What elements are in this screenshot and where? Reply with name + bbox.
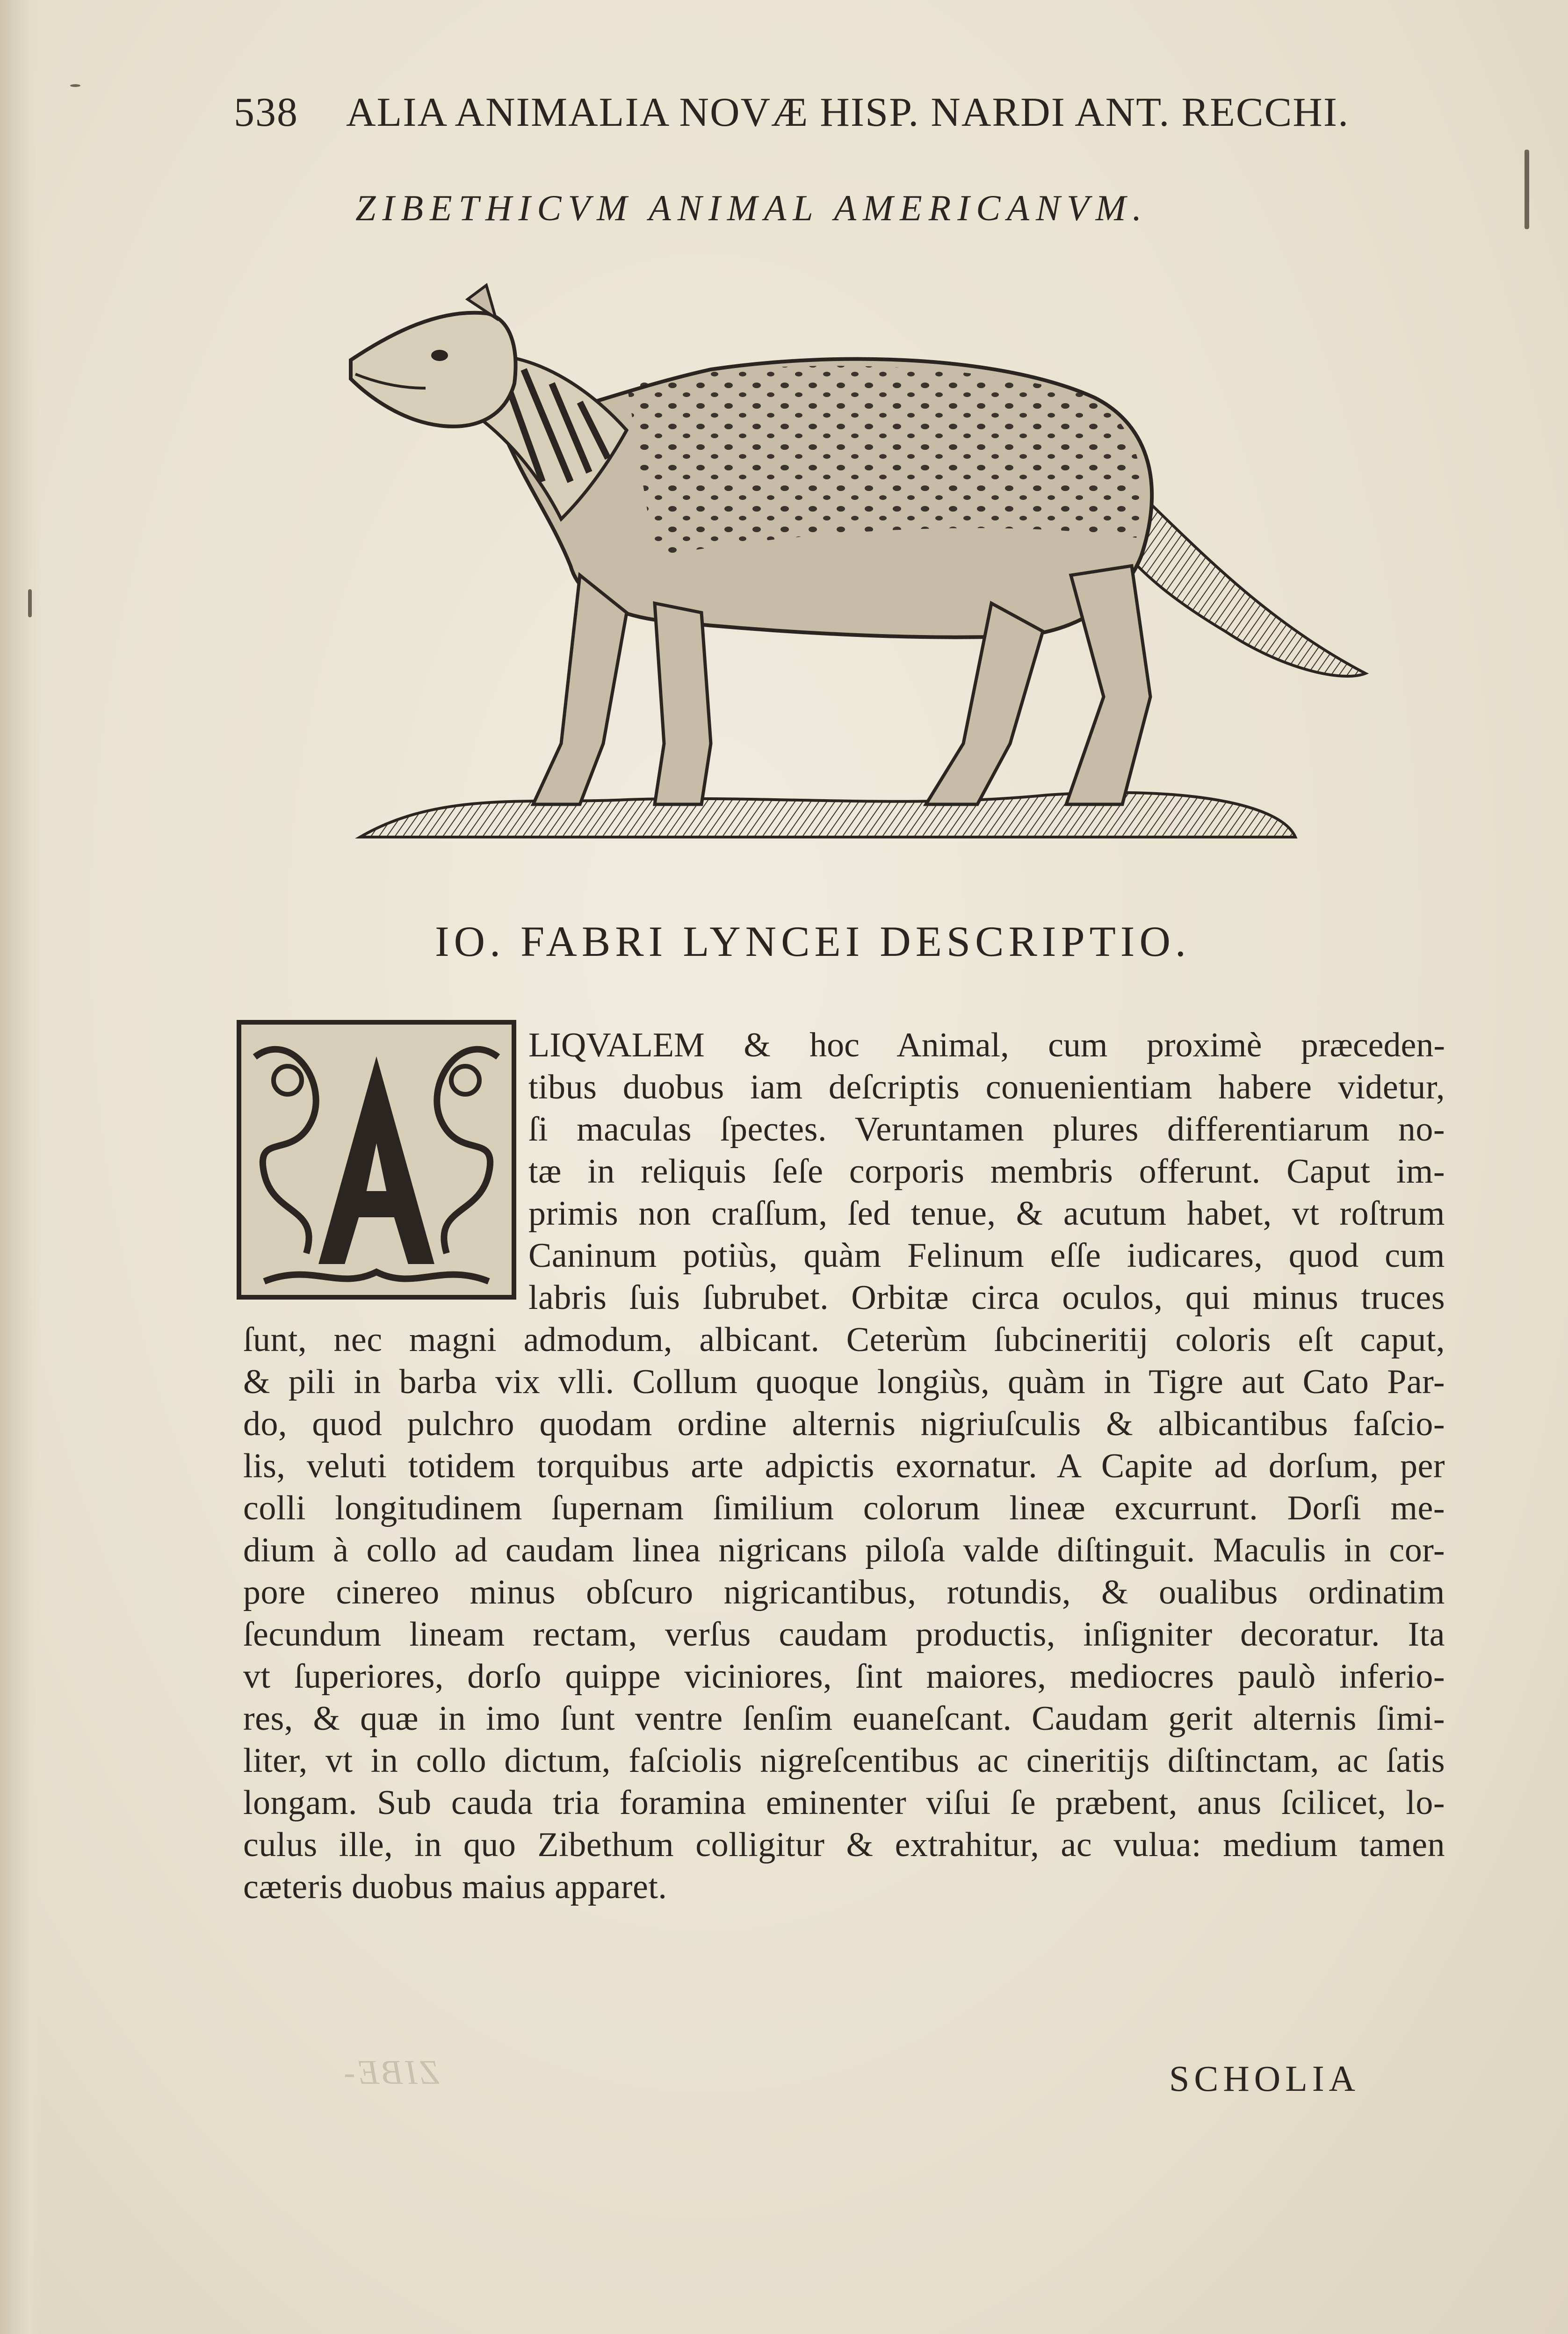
body-line: longam. Sub cauda tria foramina eminenter viſui ſe præbent, anus ſcilicet, lo- [243, 1784, 1445, 1822]
body-line: res, & quæ in imo ſunt ventre ſenſim euaneſcant. Caudam gerit alternis ſimi- [243, 1699, 1445, 1738]
body-line: liter, vt in collo dictum, faſciolis nigreſcentibus ac cineritijs diſtinctam, ac ſatis [243, 1741, 1445, 1780]
body-line: LIQVALEM & hoc Animal, cum proximè præceden- [528, 1026, 1445, 1064]
body-line: lis, veluti totidem torquibus arte adpictis exornatur. A Capite ad dorſum, per [243, 1447, 1445, 1485]
body-line: tæ in reliquis ſeſe corporis membris offerunt. Caput im- [528, 1152, 1445, 1191]
body-line: dium à collo ad caudam linea nigricans piloſa valde diſtinguit. Maculis in cor- [243, 1531, 1445, 1569]
figure-caption: ZIBETHICVM ANIMAL AMERICANVM. [355, 188, 1149, 228]
civet-woodcut-illustration [299, 276, 1384, 879]
initial-letter: A [375, 1170, 378, 1175]
body-line: primis non craſſum, ſed tenue, & acutum habet, vt roſtrum [528, 1194, 1445, 1233]
section-title: IO. FABRI LYNCEI DESCRIPTIO. [435, 918, 1191, 965]
page-spine-shadow [0, 0, 42, 2334]
body-line: ſecundum lineam rectam, verſus caudam productis, inſigniter decoratur. Ita [243, 1615, 1445, 1654]
page-number: 538 [234, 90, 298, 135]
body-line: pore cinereo minus obſcuro nigricantibus, rotundis, & oualibus ordinatim [243, 1573, 1445, 1611]
body-line: ſunt, nec magni admodum, albicant. Ceterùm ſubcineritij coloris eſt caput, [243, 1321, 1445, 1359]
body-line: ſi maculas ſpectes. Veruntamen plures differentiarum no- [528, 1110, 1445, 1149]
body-line: colli longitudinem ſupernam ſimilium colorum lineæ excurrunt. Dorſi me- [243, 1489, 1445, 1527]
bleed-through-text: ZIBE- [341, 2053, 440, 2092]
body-line: labris ſuis ſubrubet. Orbitæ circa oculos, qui minus truces [528, 1279, 1445, 1317]
civet-woodcut-svg [299, 276, 1384, 879]
running-head: ALIA ANIMALIA NOVÆ HISP. NARDI ANT. RECCHI. [346, 90, 1350, 135]
paper-speck [70, 84, 80, 87]
body-line: culus ille, in quo Zibethum colligitur & extrahitur, ac vulua: medium tamen [243, 1826, 1445, 1864]
body-line: do, quod pulchro quodam ordine alternis nigriuſculis & albicantibus faſcio- [243, 1405, 1445, 1443]
page-header [234, 89, 1450, 140]
initial-ornament-svg [236, 1019, 517, 1300]
body-line: tibus duobus iam deſcriptis conuenientiam habere videtur, [528, 1068, 1445, 1106]
body-line: vt ſuperiores, dorſo quippe viciniores, ſint maiores, mediocres paulò inferio- [243, 1657, 1445, 1696]
catchword: SCHOLIA [1169, 2058, 1360, 2099]
paper-speck [28, 589, 32, 617]
margin-mark [1525, 150, 1529, 229]
body-line: Caninum potiùs, quàm Felinum eſſe iudicares, quod cum [528, 1236, 1445, 1275]
decorated-initial-a [236, 1019, 517, 1300]
body-line: & pili in barba vix vlli. Collum quoque longiùs, quàm in Tigre aut Cato Par- [243, 1363, 1445, 1401]
body-line: cæteris duobus maius apparet. [243, 1868, 667, 1906]
